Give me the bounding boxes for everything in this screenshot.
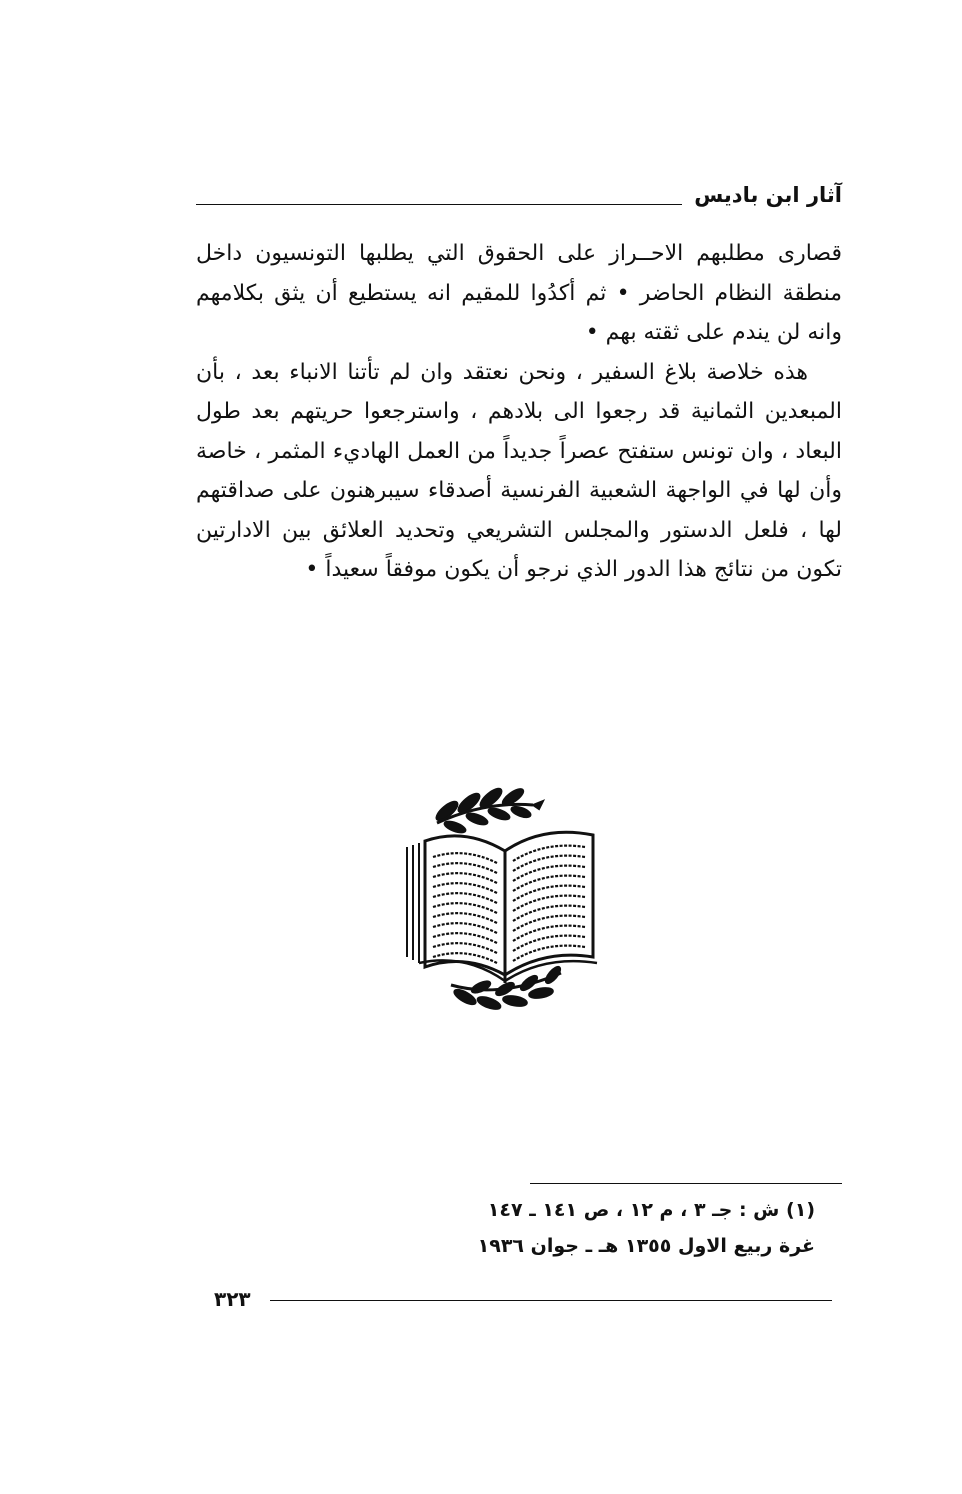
page-footer [214,1286,832,1314]
footnote-line-1: (١) ش : جـ ٣ ، م ١٢ ، ص ١٤١ ـ ١٤٧ [487,1199,815,1221]
running-title: آثار ابن باديس [694,183,842,207]
footer-rule [270,1300,832,1301]
open-book [407,832,597,983]
paragraph-2: هذه خلاصة بلاغ السفير ، ونحن نعتقد وان لم تأتنا الانباء بعد ، بأن المبعدين الثمانية قد رجعوا الى بلادهم ، واسترجعوا حريتهم بعد طول البعاد ، وان تونس ستفتح عصراً جديداً من العمل الهاديء المثمر ، خاصة وأن لها في الواجهة الشعبية الفرنسية أصدقاء سيبرهنون على صداقتهم لها ، فلعل الدستور والمجلس التشريعي وتحديد العلائق بين الادارتين تكون من نتائج هذا الدور الذي نرجو أن يكون موفقاً سعيداً • [196,359,842,582]
footnote [380,1192,815,1264]
paragraph-1: قصارى مطلبهم الاحــراز على الحقوق التي يطلبها التونسيون داخل منطقة النظام الحاضر • ثم أكدُوا للمقيم انه يستطيع أن يثق بكلامهم وانه لن يندم على ثقته بهم • [196,241,842,345]
top-laurel-icon [434,786,543,835]
header-rule [196,204,682,205]
footnote-rule [530,1183,842,1184]
body-text [196,234,842,590]
footnote-line-2: غرة ربيع الاول ١٣٥٥ هـ ـ جوان ١٩٣٦ [477,1235,815,1257]
page-number: ٣٢٣ [214,1287,251,1311]
running-header [196,180,842,214]
open-book-with-laurel-icon [385,785,615,1010]
